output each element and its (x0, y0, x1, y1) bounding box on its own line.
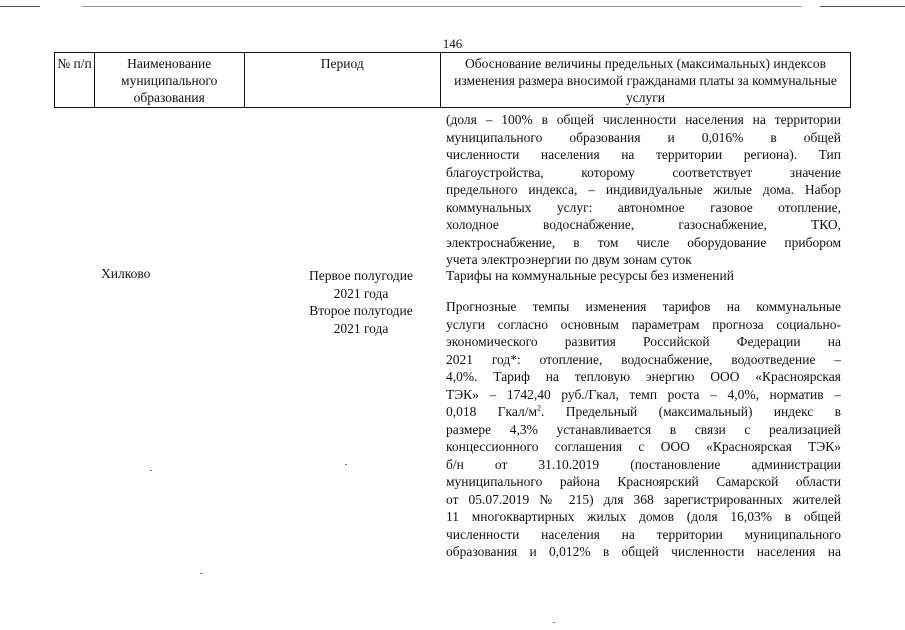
period-label: Первое полугодие (309, 268, 413, 283)
text-line: холодное водоснабжение, газоснабжение, ТКО, (446, 217, 841, 232)
period-year: 2021 года (333, 320, 389, 336)
text-line: концессионного соглашения с ООО «Красноярская ТЭК» (446, 439, 841, 454)
tariffs-unchanged-text: Тарифы на коммунальные ресурсы без изменений (446, 268, 734, 283)
text-line: муниципального образования и 0,016% в общей (446, 129, 841, 145)
text-line: (доля – 100% в общей численности населения на территории (446, 112, 841, 127)
text-line: муниципального района Красноярский Самарской области (446, 474, 841, 489)
period-label: Второе полугодие (309, 303, 413, 318)
text-segment: 0,018 Гкал/м (446, 404, 537, 419)
text-line: Прогнозные темпы изменения тарифов на коммунальные (446, 299, 841, 314)
scan-artifact-line (82, 6, 802, 7)
header-period-cell: Период (245, 53, 442, 107)
text-line: б/н от 31.10.2019 (постановление администрации (446, 456, 841, 472)
superscript: 2 (537, 403, 541, 413)
continuation-text (446, 111, 841, 269)
text-line: электроснабжение, в том числе оборудование прибором (446, 234, 841, 250)
text-line: 11 многоквартирных жилых домов (доля 16,03% в общей (446, 509, 841, 524)
text-line: численности населения на территории муниципального (446, 526, 841, 542)
header-municipality-cell: Наименование муниципального образования (95, 53, 245, 107)
scan-top-edge (0, 0, 905, 18)
scan-speck (200, 573, 202, 574)
text-line: численности населения на территории региона). Тип (446, 147, 841, 162)
scan-artifact-line (820, 6, 905, 7)
period-first-half (296, 267, 426, 302)
text-line: благоустройства, которому соответствует значение (446, 164, 841, 180)
scan-speck (345, 464, 347, 465)
scan-speck (553, 622, 555, 623)
table-header (54, 52, 851, 108)
municipality-name: Хилково (101, 266, 151, 281)
text-line: предельного индекса, – индивидуальные жилые дома. Набор (446, 182, 841, 197)
text-segment: . Предельный (максимальный) индекс в (541, 404, 841, 419)
text-line: экономического развития Российской Федерации на (446, 334, 841, 349)
period-second-half (296, 302, 426, 337)
page-number: 146 (442, 36, 463, 51)
header-number-cell: № п/п (55, 53, 95, 107)
text-line: 4,0%. Тариф на тепловую энергию ООО «Красноярская (446, 369, 841, 384)
text-line: размере 4,3% устанавливается в связи с реализацией (446, 421, 841, 437)
forecast-justification-text (446, 298, 841, 561)
text-line: ТЭК» – 1742,40 руб./Гкал, темп роста – 4,0%, норматив – (446, 386, 841, 402)
text-line: коммунальных услуг: автономное газовое отопление, (446, 199, 841, 215)
text-line: услуги согласно основным параметрам прогноза социально- (446, 316, 841, 332)
text-line: 2021 год*: отопление, водоснабжение, водоотведение – (446, 351, 841, 367)
scan-artifact-line (0, 6, 40, 7)
text-line: образования и 0,012% в общей численности населения на (446, 544, 841, 559)
text-line (446, 403, 841, 421)
period-year: 2021 года (333, 285, 389, 301)
text-line: от 05.07.2019 № 215) для 368 зарегистрированных жителей (446, 491, 841, 507)
scan-speck (150, 470, 152, 471)
text-line: учета электроэнергии по двум зонам суток (446, 252, 692, 267)
header-justification-cell: Обоснование величины предельных (максимальных) индексов изменения размера вносимой гражданами платы за коммунальные услуги (454, 56, 837, 105)
